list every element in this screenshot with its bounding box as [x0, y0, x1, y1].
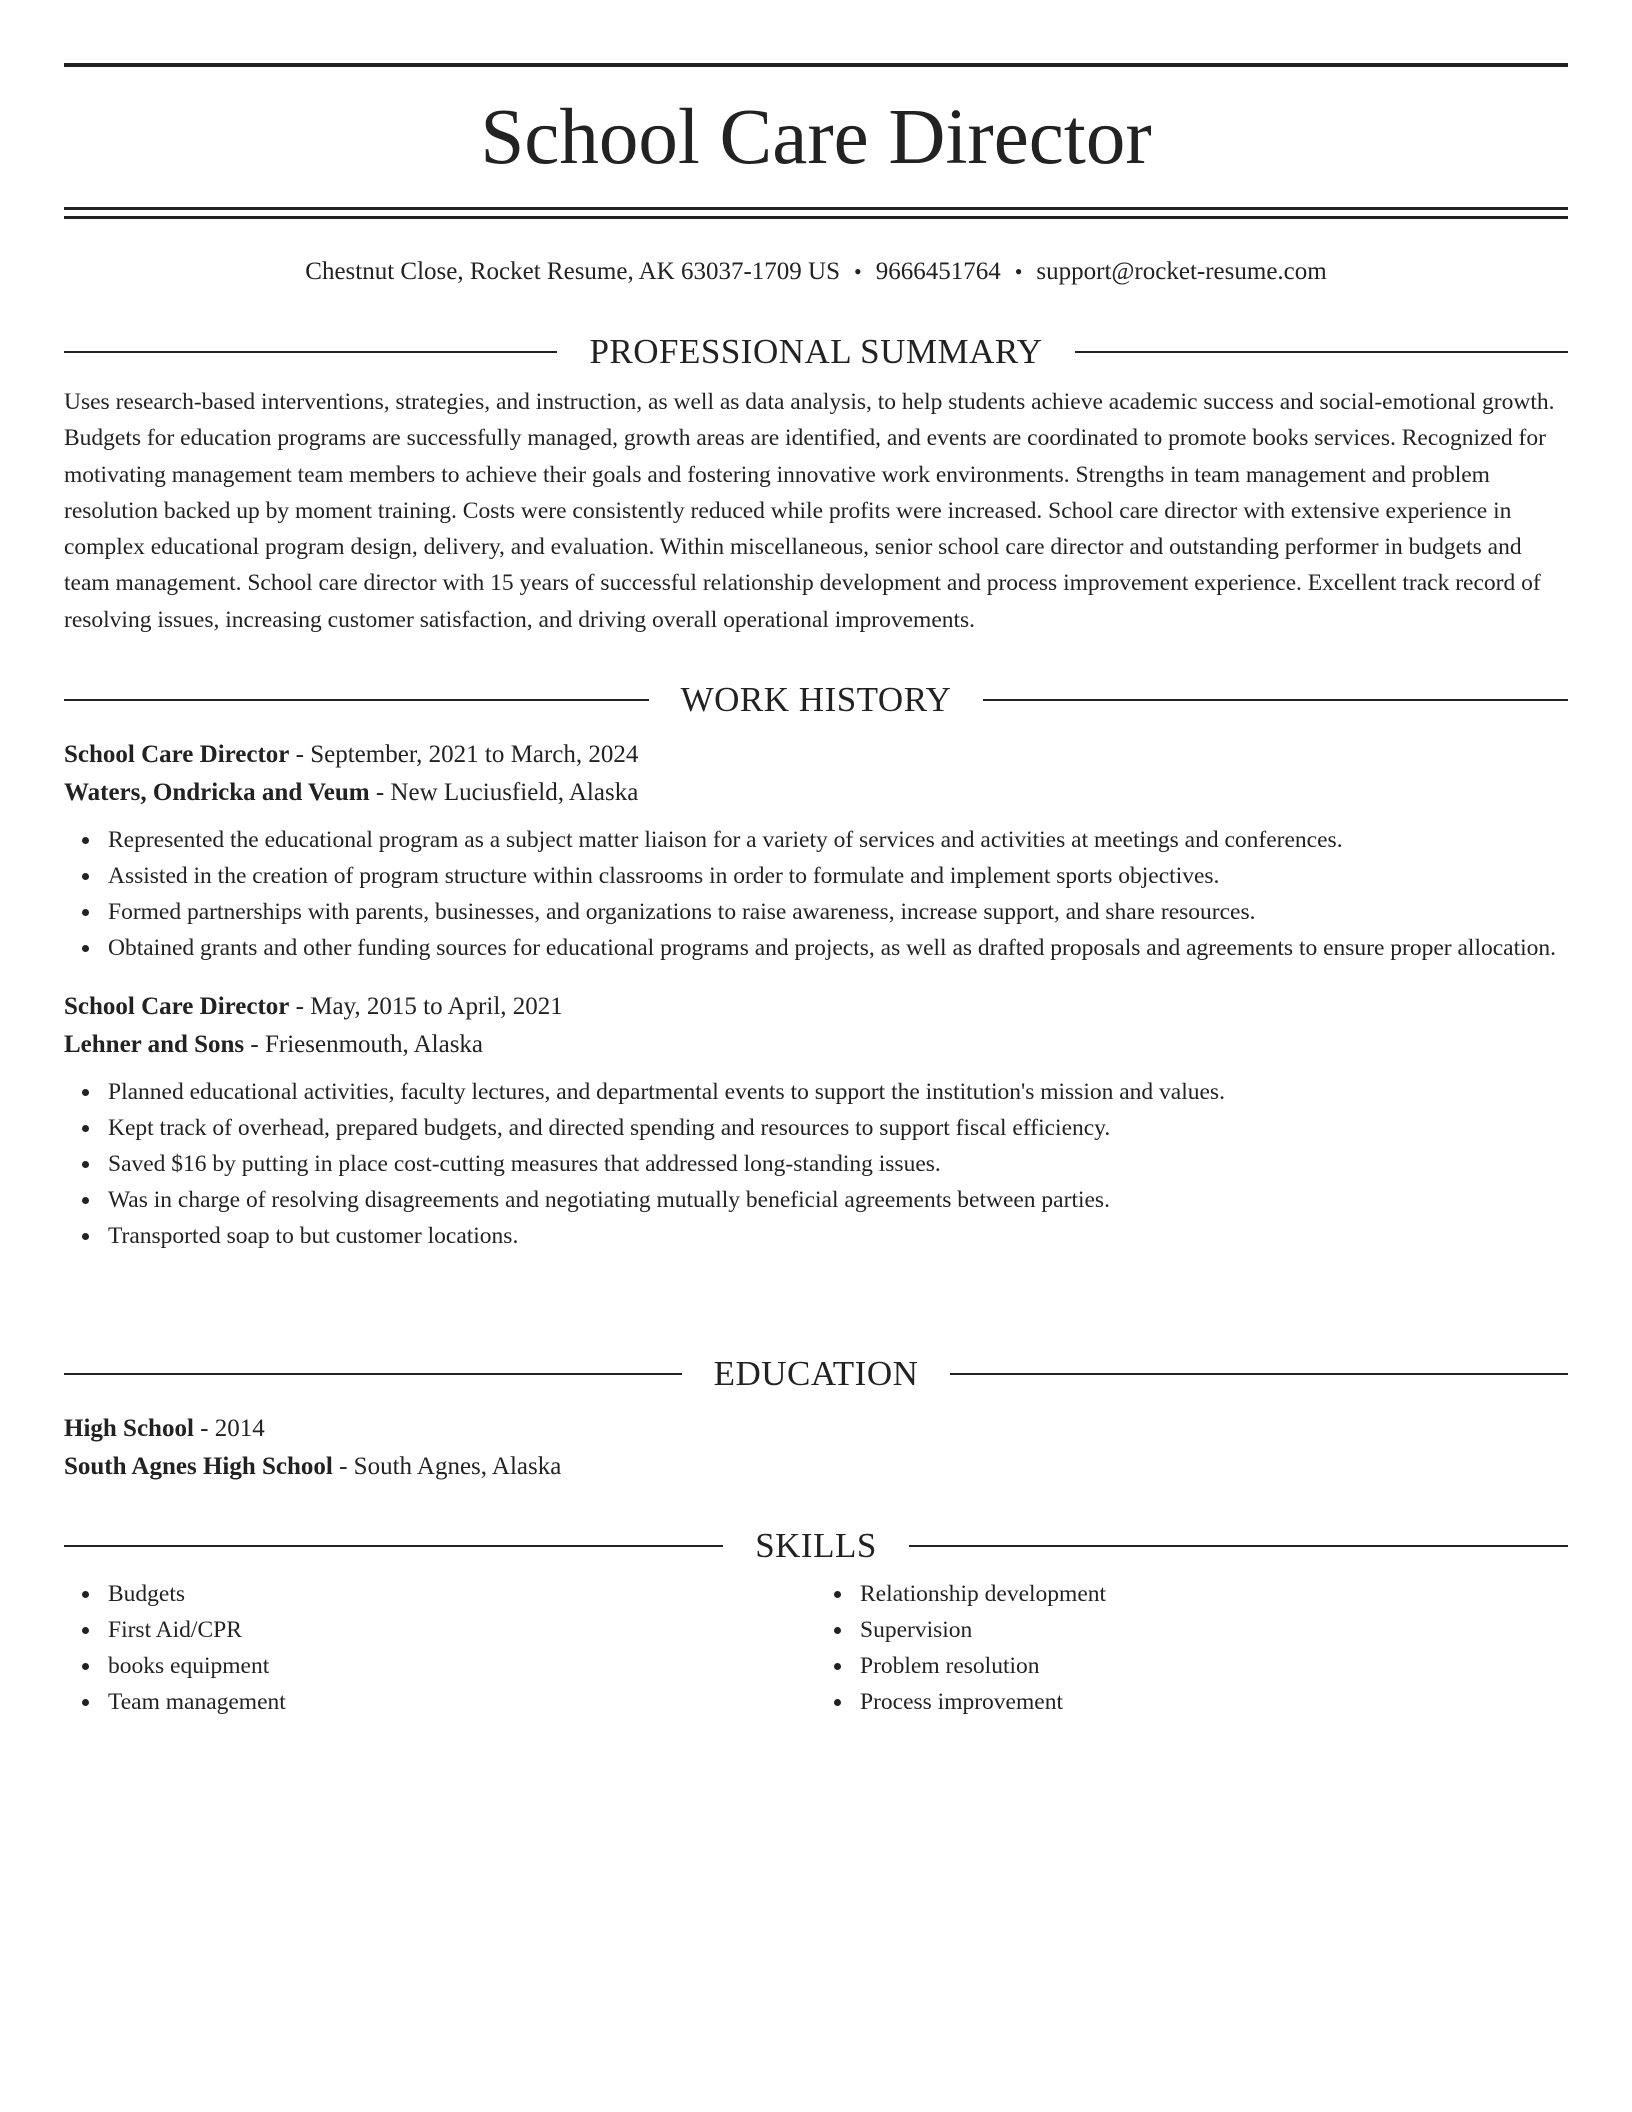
heading-rule	[909, 1545, 1568, 1547]
job-title-line	[64, 736, 1568, 774]
heading-rule	[1075, 351, 1568, 353]
job-bullet: Represented the educational program as a subject matter liaison for a variety of services and activities at meetings and conferences.	[108, 822, 1568, 858]
job-bullet: Transported soap to but customer locations.	[108, 1218, 1568, 1254]
heading-rule	[950, 1373, 1568, 1375]
contact-phone: 9666451764	[875, 258, 1001, 285]
contact-separator: •	[854, 259, 862, 284]
job-bullet: Saved $16 by putting in place cost-cutting measures that addressed long-standing issues.	[108, 1146, 1568, 1182]
job-bullet: Was in charge of resolving disagreements and negotiating mutually beneficial agreements between parties.	[108, 1182, 1568, 1218]
header-top-rule	[64, 63, 1568, 67]
degree-line	[64, 1410, 1568, 1448]
job-bullets	[64, 1074, 1568, 1254]
job-company-line	[64, 774, 1568, 812]
job-company: Lehner and Sons	[64, 1031, 245, 1058]
skill-item: First Aid/CPR	[108, 1612, 816, 1648]
job-location: - Friesenmouth, Alaska	[244, 1031, 484, 1058]
skill-item: Team management	[108, 1684, 816, 1720]
contact-email: support@rocket-resume.com	[1036, 258, 1327, 285]
summary-section	[64, 330, 1568, 638]
contact-address: Chestnut Close, Rocket Resume, AK 63037-1709 US	[305, 258, 840, 285]
degree: High School	[64, 1415, 194, 1442]
contact-line	[64, 256, 1568, 288]
job-entry	[64, 736, 1568, 966]
contact-separator: •	[1014, 259, 1023, 284]
skills-list-right	[816, 1576, 1568, 1720]
skill-item: Problem resolution	[860, 1648, 1568, 1684]
school-location: - South Agnes, Alaska	[332, 1453, 562, 1480]
candidate-name: School Care Director	[480, 94, 1152, 181]
section-title: SKILLS	[755, 1526, 877, 1565]
skills-list-left	[64, 1576, 816, 1720]
job-bullet: Planned educational activities, faculty lectures, and departmental events to support the institution's mission and values.	[108, 1074, 1568, 1110]
heading-rule	[64, 1373, 682, 1375]
job-title: School Care Director	[64, 993, 290, 1020]
job-bullet: Obtained grants and other funding sources for educational programs and projects, as well as drafted proposals and agreements to ensure proper allocation.	[108, 930, 1568, 966]
job-company: Waters, Ondricka and Veum	[64, 779, 370, 806]
skill-item: Budgets	[108, 1576, 816, 1612]
skills-section	[64, 1524, 1568, 1720]
job-location: - New Luciusfield, Alaska	[369, 779, 639, 806]
education-heading	[64, 1352, 1568, 1396]
job-title: School Care Director	[64, 741, 290, 768]
summary-heading	[64, 330, 1568, 374]
heading-rule	[64, 351, 557, 353]
heading-rule	[64, 699, 649, 701]
section-title: WORK HISTORY	[680, 680, 952, 719]
section-title: EDUCATION	[713, 1354, 919, 1393]
header-double-rule	[64, 207, 1568, 219]
job-entry	[64, 988, 1568, 1254]
education-section	[64, 1352, 1568, 1486]
skill-item: Relationship development	[860, 1576, 1568, 1612]
education-entry	[64, 1410, 1568, 1486]
work-history-heading	[64, 678, 1568, 722]
skills-heading	[64, 1524, 1568, 1568]
skill-item: Supervision	[860, 1612, 1568, 1648]
job-dates: - September, 2021 to March, 2024	[289, 741, 639, 768]
graduation-year: - 2014	[193, 1415, 265, 1442]
summary-text: Uses research-based interventions, strategies, and instruction, as well as data analysis, to help students achieve academic success and social-emotional growth. Budgets for education programs are successfully managed, growth areas are identified, and events are coordinated to promote books services. Recognized for motivating management team members to achieve their goals and fostering innovative work environments. Strengths in team management and problem resolution backed up by moment training. Costs were consistently reduced while profits were increased. School care director with extensive experience in complex educational program design, delivery, and evaluation. Within miscellaneous, senior school care director and outstanding performer in budgets and team management. School care director with 15 years of successful relationship development and process improvement experience. Excellent track record of resolving issues, increasing customer satisfaction, and driving overall operational improvements.	[64, 389, 1555, 633]
school-name: South Agnes High School	[64, 1453, 333, 1480]
heading-rule	[983, 699, 1568, 701]
job-bullet: Assisted in the creation of program structure within classrooms in order to formulate and implement sports objectives.	[108, 858, 1568, 894]
job-bullet: Kept track of overhead, prepared budgets, and directed spending and resources to support fiscal efficiency.	[108, 1110, 1568, 1146]
school-line	[64, 1448, 1568, 1486]
skill-item: Process improvement	[860, 1684, 1568, 1720]
job-title-line	[64, 988, 1568, 1026]
section-title: PROFESSIONAL SUMMARY	[589, 332, 1043, 371]
heading-rule	[64, 1545, 723, 1547]
job-dates: - May, 2015 to April, 2021	[289, 993, 563, 1020]
skills-columns	[64, 1576, 1568, 1720]
job-bullet: Formed partnerships with parents, businesses, and organizations to raise awareness, increase support, and share resources.	[108, 894, 1568, 930]
job-bullets	[64, 822, 1568, 966]
skill-item: books equipment	[108, 1648, 816, 1684]
job-company-line	[64, 1026, 1568, 1064]
work-history-section	[64, 678, 1568, 1254]
